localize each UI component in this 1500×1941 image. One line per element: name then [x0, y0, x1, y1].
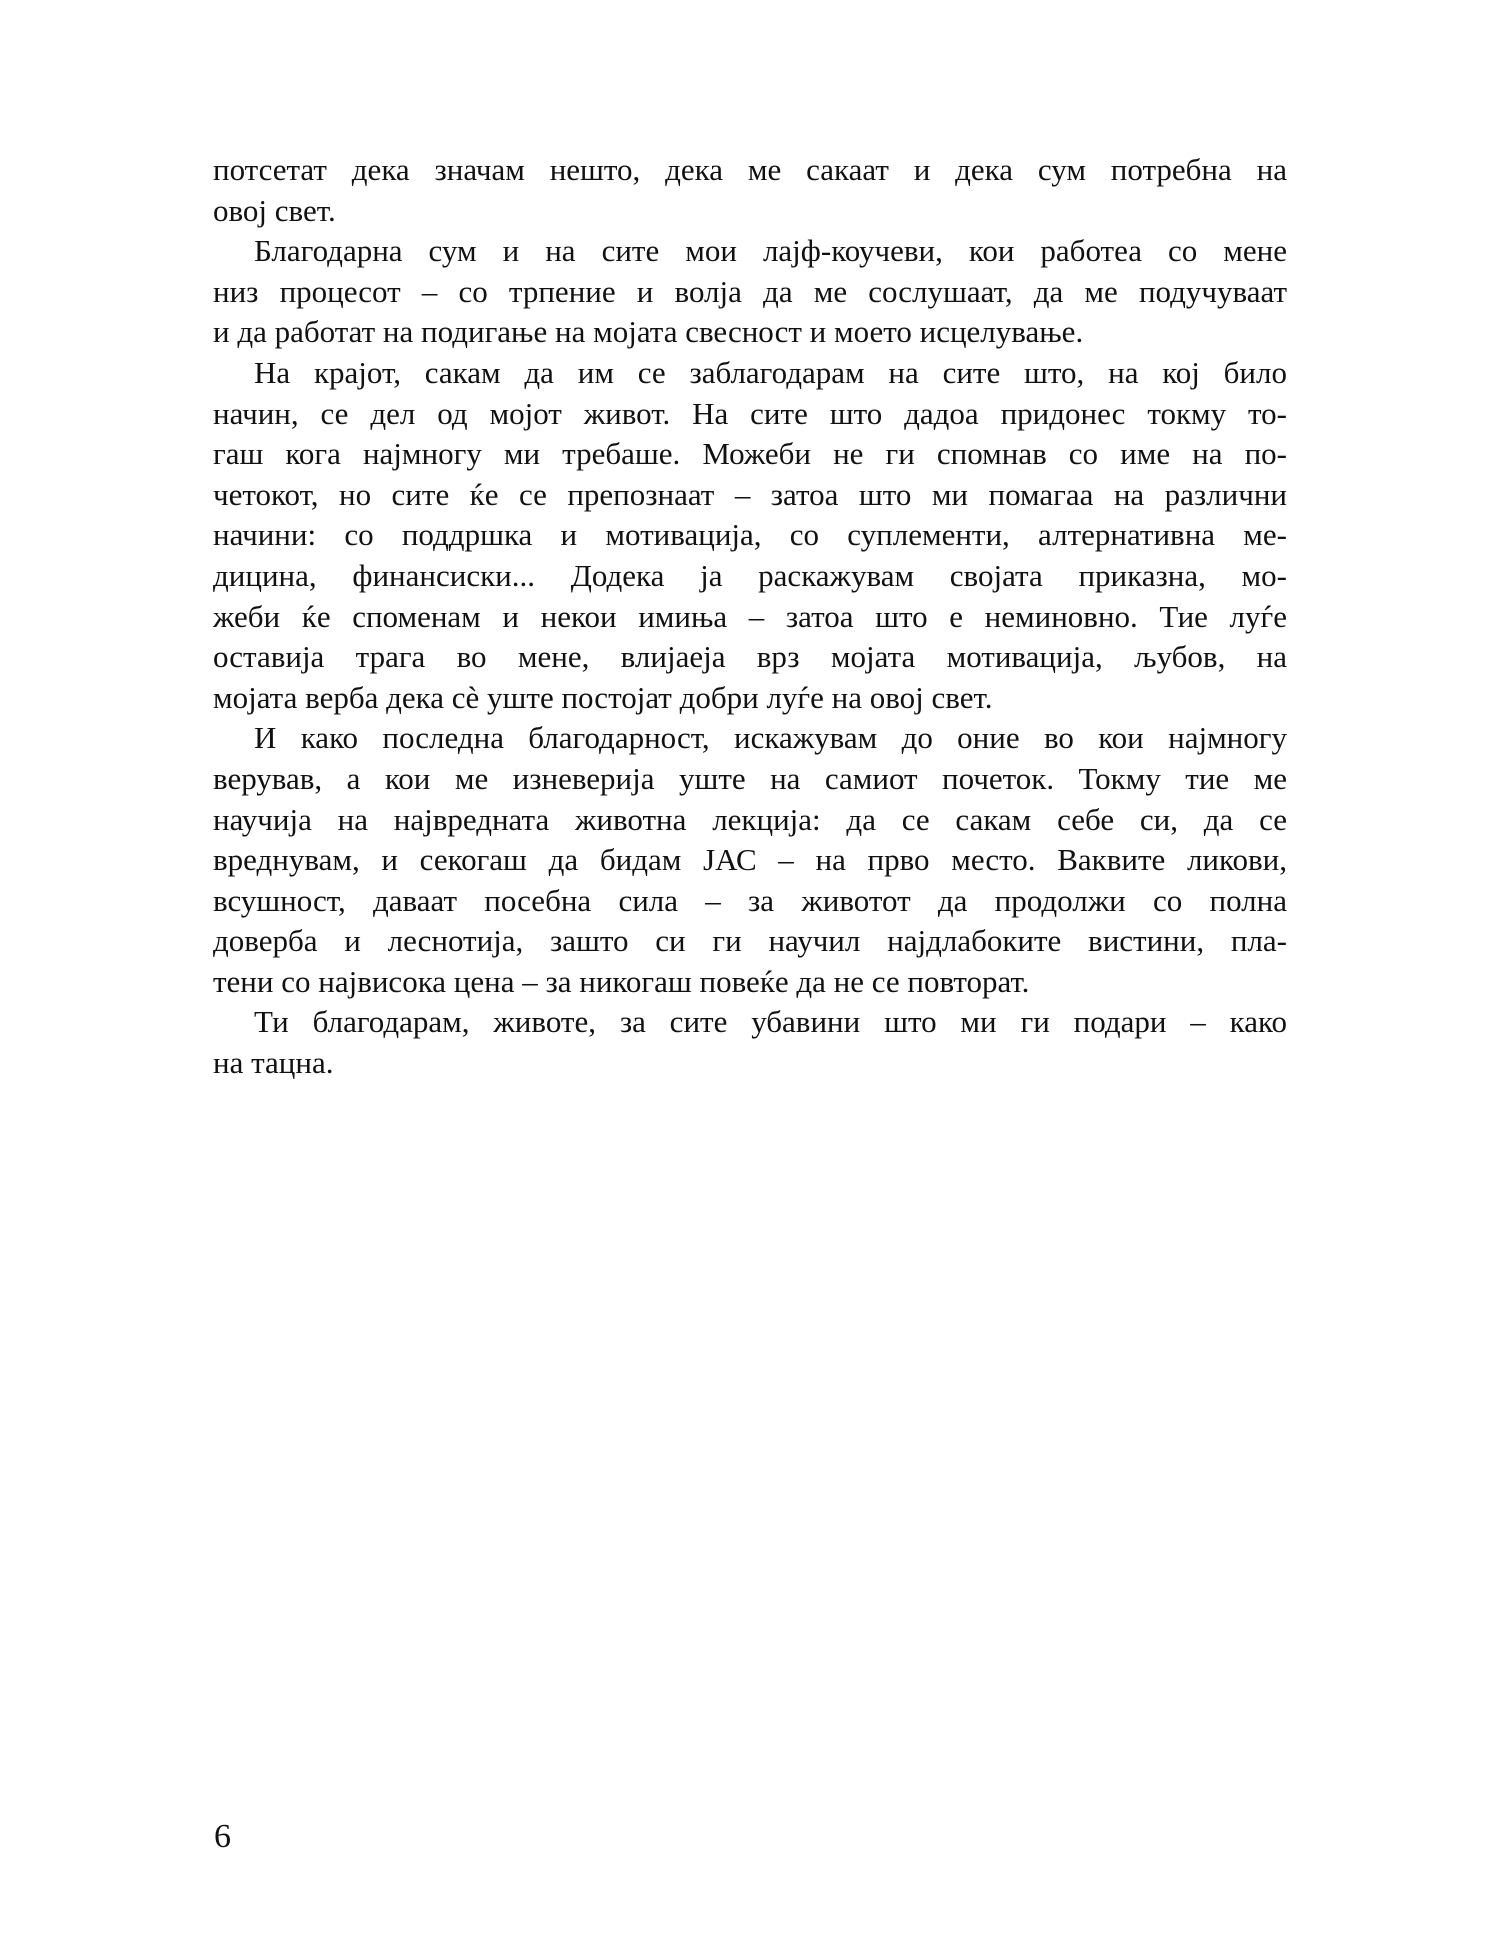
text-line: жеби ќе споменам и некои имиња – затоа што е неминовно. Тие луѓе	[213, 598, 1287, 634]
text-line: Ти благодарам, животе, за сите убавини што ми ги подари – како	[254, 1004, 1287, 1040]
paragraph	[213, 1002, 1287, 1083]
text-line: низ процесот – со трпение и волја да ме сослушаат, да ме подучуваат	[213, 273, 1287, 309]
text-line: верував, а кои ме изневерија уште на самиот почеток. Токму тие ме	[213, 760, 1287, 796]
text-line: вреднувам, и секогаш да бидам ЈАС – на прво место. Ваквите ликови,	[213, 842, 1287, 878]
text-line: оставија трага во мене, влијаеја врз мојата мотивација, љубов, на	[213, 639, 1287, 675]
text-line: на тацна.	[213, 1045, 334, 1081]
text-line: мојата верба дека сѐ уште постојат добри луѓе на овој свет.	[213, 679, 993, 715]
text-line: тени со највисока цена – за никогаш повеќе да не се повторат.	[213, 963, 1030, 999]
text-line: дицина, финансиски... Додека ја раскажувам својата приказна, мо-	[213, 557, 1287, 593]
text-line: и да работат на подигање на мојата свесност и моето исцелување.	[213, 314, 1084, 350]
text-line: всушност, даваат посебна сила – за животот да продолжи со полна	[213, 882, 1287, 918]
paragraph	[213, 231, 1287, 353]
paragraph	[213, 353, 1287, 718]
text-line: начини: со поддршка и мотивација, со суплементи, алтернативна ме-	[213, 517, 1287, 553]
text-line: Благодарна сум и на сите мои лајф-коучеви, кои работеа со мене	[254, 233, 1287, 269]
text-line: четокот, но сите ќе се препознаат – затоа што ми помагаа на различни	[213, 476, 1287, 512]
text-line: И како последна благодарност, искажувам до оние во кои најмногу	[254, 720, 1287, 756]
page-number: 6	[214, 1818, 231, 1855]
paragraph	[213, 718, 1287, 1002]
text-line: начин, се дел од мојот живот. На сите што дадоа придонес токму то-	[213, 395, 1287, 431]
text-line: научија на највредната животна лекција: да се сакам себе си, да се	[213, 801, 1287, 837]
body-text	[213, 150, 1287, 1084]
text-line: гаш кога најмногу ми требаше. Можеби не ги спомнав со име на по-	[213, 436, 1287, 472]
text-line: овој свет.	[213, 192, 336, 228]
text-line: потсетат дека значам нешто, дека ме сакаат и дека сум потребна на	[213, 152, 1287, 187]
text-line: На крајот, сакам да им се заблагодарам на сите што, на кој било	[254, 354, 1287, 390]
text-line: доверба и леснотија, зашто си ги научил најдлабоките вистини, пла-	[213, 923, 1287, 959]
paragraph	[213, 150, 1287, 231]
